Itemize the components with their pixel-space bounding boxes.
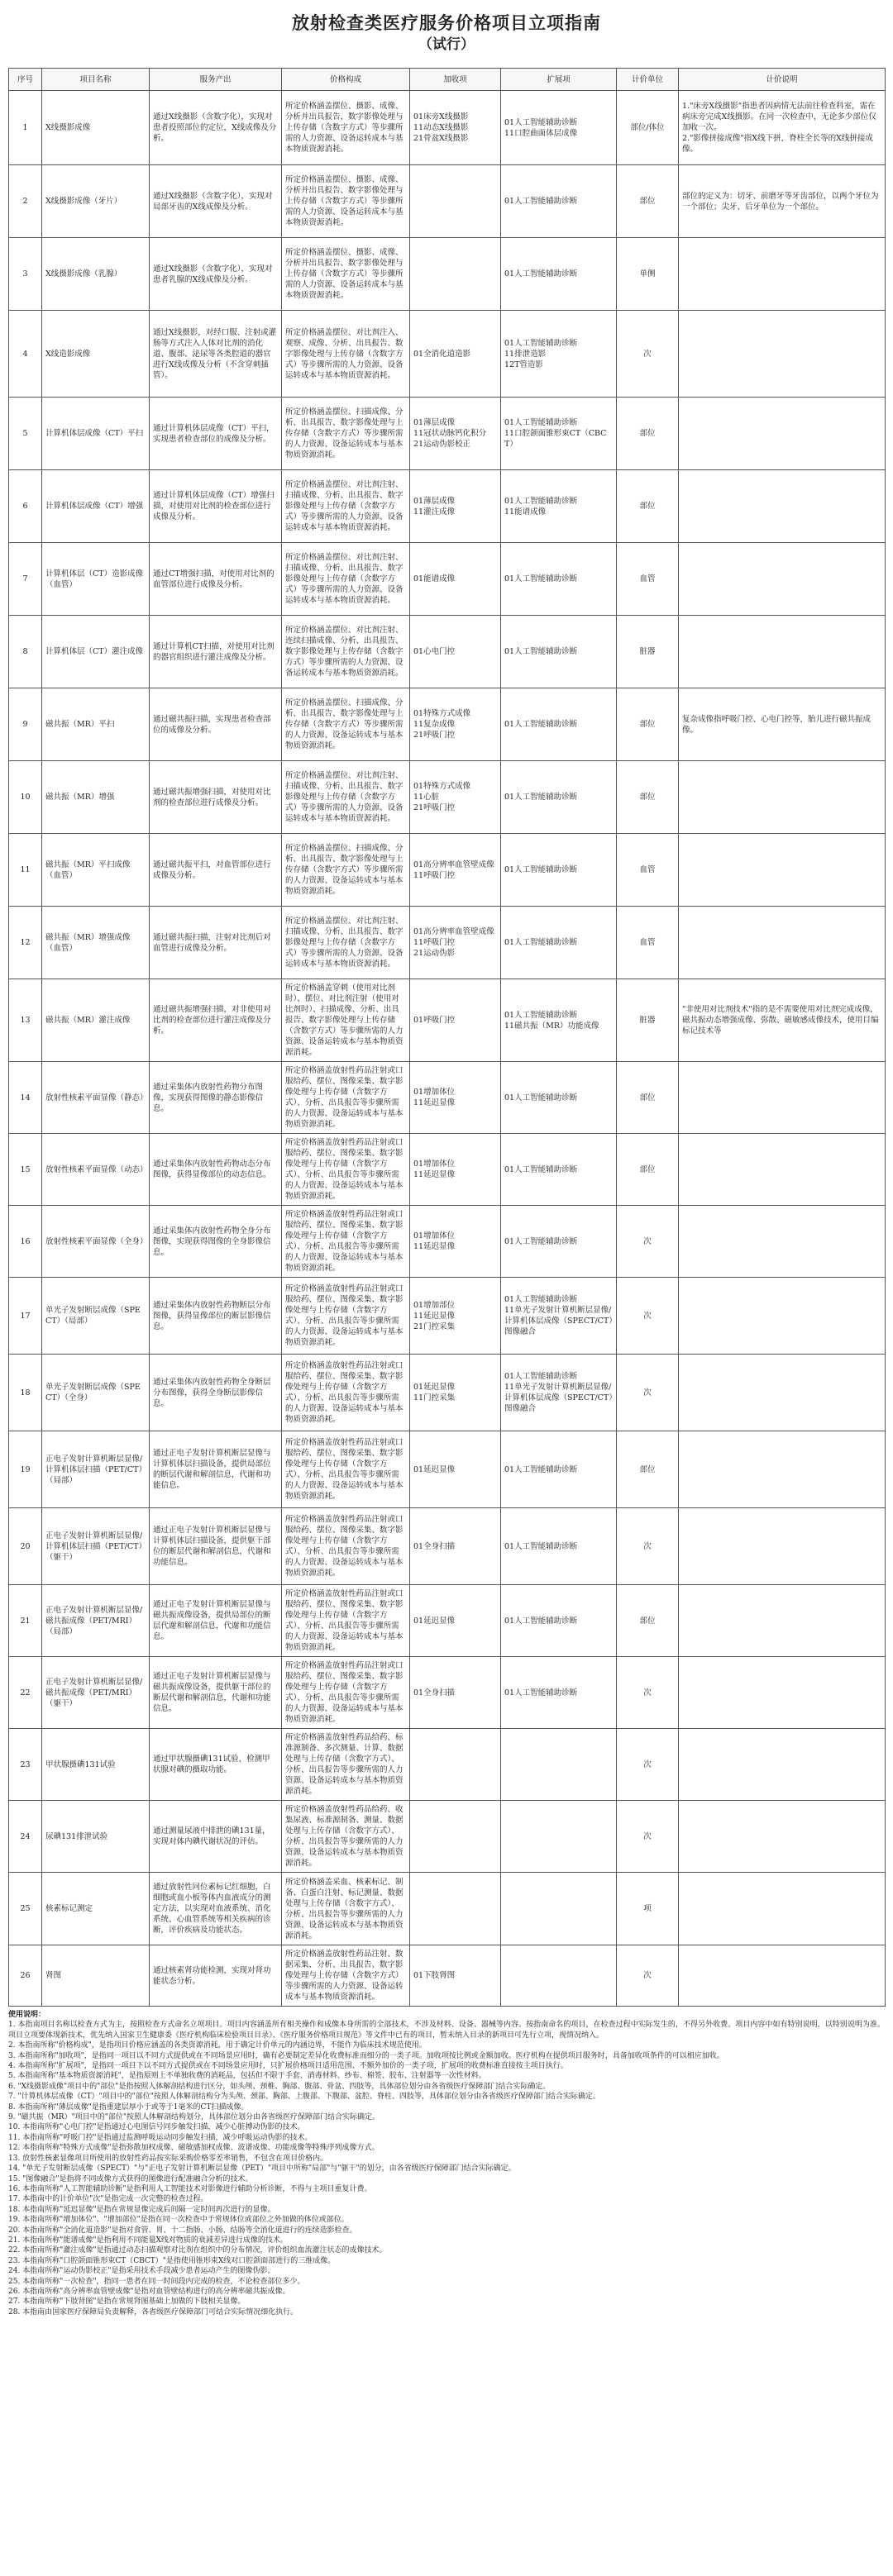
table-row (9, 165, 886, 238)
addon-items: 01高分辨率血管壁成像 11呼吸门控 21运动伪影 (410, 907, 501, 979)
row-number: 6 (9, 470, 42, 543)
row-number: 19 (9, 1431, 42, 1508)
addon-items: 01心电门控 (410, 616, 501, 688)
table-row (9, 1508, 886, 1585)
note-item: 21. 本指南所称"能谱成像"是指利用不同能量X线对物质的衰减差异进行成像的技术。 (8, 2236, 288, 2245)
table-row (9, 311, 886, 398)
table-row (9, 1062, 886, 1134)
note-item: 8. 本指南所称"薄层成像"是指重建层厚小于或等于1毫米的CT扫描成像。 (8, 2102, 249, 2112)
table-header-row (9, 69, 886, 91)
column-header: 价格构成 (282, 69, 410, 91)
note-item: 20. 本指南所称"全消化道造影"是指对食管、胃、十二指肠、小肠、结肠等全消化道进行的连续造影检查。 (8, 2226, 357, 2235)
item-name: 计算机体层成像（CT）平扫 (42, 398, 150, 470)
service-output: 通过磁共振增强扫描，对非使用对比剂的检查部位进行灌注成像及分析。 (150, 979, 282, 1062)
extension-items (501, 1801, 617, 1873)
price-composition: 所定价格涵盖摆位、对比剂注射、扫描成像、分析、出具报告、数字影像处理与上传存储（含数字方式）等步骤所需的人力资源、设备运转成本与基本物质资源消耗。 (282, 907, 410, 979)
pricing-note (679, 1062, 886, 1134)
price-composition: 所定价格涵盖放射性药品注射或口服给药、摆位、图像采集、数字影像处理与上传存储（含数字方式）、分析、出具报告等步骤所需的人力资源、设备运转成本与基本物质资源消耗。 (282, 1206, 410, 1278)
table-body (9, 91, 886, 2007)
extension-items (501, 1945, 617, 2007)
pricing-unit: 次 (617, 1657, 679, 1729)
column-header: 服务产出 (150, 69, 282, 91)
pricing-note (679, 311, 886, 398)
item-name: 甲状腺摄碘131试验 (42, 1729, 150, 1801)
pricing-unit: 脏器 (617, 979, 679, 1062)
pricing-note: 复杂成像指呼吸门控、心电门控等，胎儿进行磁共振成像。 (679, 688, 886, 761)
row-number: 9 (9, 688, 42, 761)
service-output: 通过甲状腺摄碘131试验，检测甲状腺对碘的摄取功能。 (150, 1729, 282, 1801)
item-name: X线摄影成像 (42, 91, 150, 165)
price-composition: 所定价格涵盖放射性药品注射或口服给药、摆位、图像采集、数字影像处理与上传存储（含数字方式）、分析、出具报告等步骤所需的人力资源、设备运转成本与基本物质资源消耗。 (282, 1278, 410, 1355)
pricing-note (679, 1355, 886, 1431)
table-row (9, 398, 886, 470)
price-composition: 所定价格涵盖摆位、对比剂注射、扫描成像、分析、出具报告、数字影像处理与上传存储（含数字方式）等步骤所需的人力资源、设备运转成本与基本物质资源消耗。 (282, 761, 410, 834)
extension-items: 01人工智能辅助诊断 (501, 761, 617, 834)
row-number: 4 (9, 311, 42, 398)
service-output: 通过采集体内放射性药物分布图像，实现获得图像的静态影像信息。 (150, 1062, 282, 1134)
extension-items: 01人工智能辅助诊断 (501, 238, 617, 311)
row-number: 25 (9, 1873, 42, 1945)
extension-items (501, 1873, 617, 1945)
table-row (9, 1431, 886, 1508)
pricing-note: 1."床旁X线摄影"指患者因病情无法前往检查科室，需在病床旁完成X线摄影。在同一次检查中，无论多少部位仅加收一次。 2."影像拼接成像"指X线下拼，脊柱全长等的X线拼接成像。 (679, 91, 886, 165)
item-name: 核素标记测定 (42, 1873, 150, 1945)
price-composition: 所定价格涵盖放射性药品注射或口服给药、摆位、图像采集、数字影像处理与上传存储（含数字方式）、分析、出具报告等步骤所需的人力资源、设备运转成本与基本物质资源消耗。 (282, 1134, 410, 1206)
row-number: 12 (9, 907, 42, 979)
note-item: 13. 放射性核素显像项目所使用的放射性药品按实际采购价格零差率销售，不包含在项目价格内。 (8, 2154, 328, 2163)
extension-items: 01人工智能辅助诊断 (501, 1431, 617, 1508)
row-number: 23 (9, 1729, 42, 1801)
pricing-unit: 次 (617, 1508, 679, 1585)
pricing-unit: 部位 (617, 1431, 679, 1508)
note-item: 9. "磁共振（MR）"项目中的"部位"按照人体解剖结构划分，具体部位划分由各省级医疗保障部门结合实际确定。 (8, 2113, 380, 2122)
note-item: 5. 本指南所称"基本物质资源消耗"，是指原则上不单独收费的消耗品，包括但不限于手套、消毒材料、纱布、棉签、胶布、注射器等一次性材料。 (8, 2072, 486, 2081)
addon-items: 01呼吸门控 (410, 979, 501, 1062)
pricing-unit: 单侧 (617, 238, 679, 311)
extension-items: 01人工智能辅助诊断 (501, 1134, 617, 1206)
document-subtitle: （试行） (418, 36, 475, 53)
price-composition: 所定价格涵盖放射性药品注射或口服给药、摆位、图像采集、数字影像处理与上传存储（含数字方式）、分析、出具报告等步骤所需的人力资源、设备运转成本与基本物质资源消耗。 (282, 1585, 410, 1657)
item-name: 磁共振（MR）平扫成像（血管） (42, 834, 150, 907)
table-row (9, 1355, 886, 1431)
addon-items: 01增加体位 11延迟显像 (410, 1134, 501, 1206)
pricing-note (679, 543, 886, 616)
service-output: 通过计算机CT扫描，对使用对比剂的器官组织进行灌注成像及分析。 (150, 616, 282, 688)
addon-items: 01特殊方式成像 11复杂成像 21呼吸门控 (410, 688, 501, 761)
item-name: 肾图 (42, 1945, 150, 2007)
addon-items: 01高分辨率血管壁成像 11呼吸门控 (410, 834, 501, 907)
service-output: 通过采集体内放射性药物断层分布图像，获得显像部位的断层影像信息。 (150, 1278, 282, 1355)
item-name: 计算机体层成像（CT）增强 (42, 470, 150, 543)
price-composition: 所定价格涵盖放射性药品给药、收集尿液、标准源制备、测量、数据处理与上传存储（含数字方式）、分析、出具报告等步骤所需的人力资源、设备运转成本与基本物质资源消耗。 (282, 1801, 410, 1873)
addon-items (410, 238, 501, 311)
price-composition: 所定价格涵盖摆位、摄影、成像、分析并出具报告、数字影像处理与上传存储（含数字方式）等步骤所需的人力资源、设备运转成本与基本物质资源消耗。 (282, 238, 410, 311)
pricing-note (679, 761, 886, 834)
service-output: 通过磁共振扫描，实现患者检查部位的成像及分析。 (150, 688, 282, 761)
pricing-unit: 次 (617, 311, 679, 398)
table-row (9, 1873, 886, 1945)
price-composition: 所定价格涵盖摆位、扫描成像、分析、出具报告、数字影像处理与上传存储（含数字方式）等步骤所需的人力资源、设备运转成本与基本物质资源消耗。 (282, 688, 410, 761)
pricing-note (679, 616, 886, 688)
price-composition: 所定价格涵盖放射性药品注射或口服给药、摆位、图像采集、数字影像处理与上传存储（含数字方式）、分析、出具报告等步骤所需的人力资源、设备运转成本与基本物质资源消耗。 (282, 1508, 410, 1585)
addon-items: 01全消化道造影 (410, 311, 501, 398)
service-output: 通过采集体内放射性药物全身分布图像，实现获得图像的全身影像信息。 (150, 1206, 282, 1278)
pricing-note (679, 238, 886, 311)
table-row (9, 1801, 886, 1873)
pricing-note (679, 398, 886, 470)
pricing-note: "非使用对比剂技术"指的是不需要使用对比剂完成成像，磁共振动态增强成像、弥散、磁敏感成像技术，使用目编标记技术等 (679, 979, 886, 1062)
price-composition: 所定价格涵盖摆位、摄影、成像、分析并出具报告、数字影像处理与上传存储（含数字方式）等步骤所需的人力资源、设备运转成本与基本物质资源消耗。 (282, 165, 410, 238)
note-item: 3. 本指南所称"加收项"，是指同一项目以不同方式提供或在不同场景应用时，确有必要制定差异化收费标准而细分的一类子项。加收项按比例或金额加收。医疗机构在提供项目服务时，具备加收项条件的可以相应加收。 (8, 2051, 724, 2060)
pricing-note (679, 1873, 886, 1945)
note-item: 18. 本指南所称"延迟显像"是指在常规显像完成后间隔一定时间再次进行的显像。 (8, 2205, 275, 2214)
note-item: 7. "计算机体层成像（CT）"项目中的"部位"按照人体解剖结构分为头颅、颈部、胸部、上腹部、下腹部、盆腔、脊柱、四肢等，具体部位划分由各省级医疗保障部门结合实际确定。 (8, 2093, 600, 2102)
item-name: 单光子发射断层成像（SPECT）（全身） (42, 1355, 150, 1431)
addon-items (410, 1729, 501, 1801)
row-number: 22 (9, 1657, 42, 1729)
pricing-note (679, 1508, 886, 1585)
pricing-unit: 次 (617, 1945, 679, 2007)
addon-items: 01全身扫描 (410, 1508, 501, 1585)
price-composition: 所定价格涵盖摆位、扫描成像、分析、出具报告、数字影像处理与上传存储（含数字方式）等步骤所需的人力资源、设备运转成本与基本物质资源消耗。 (282, 398, 410, 470)
price-composition: 所定价格涵盖放射性药品注射或口服给药、摆位、图像采集、数字影像处理与上传存储（含数字方式）、分析、出具报告等步骤所需的人力资源、设备运转成本与基本物质资源消耗。 (282, 1657, 410, 1729)
row-number: 20 (9, 1508, 42, 1585)
row-number: 5 (9, 398, 42, 470)
extension-items: 01人工智能辅助诊断 11单光子发射计算机断层显像/计算机体层成像（SPECT/CT）图像融合 (501, 1278, 617, 1355)
note-item: 11. 本指南所称"呼吸门控"是指通过监测呼吸运动同步触发扫描，减少呼吸运动伪影的技术。 (8, 2133, 313, 2142)
price-composition: 所定价格涵盖摆位、对比剂注射、扫描成像、分析、出具报告、数字影像处理与上传存储（含数字方式）等步骤所需的人力资源、设备运转成本与基本物质资源消耗。 (282, 470, 410, 543)
item-name: 放射性核素平面显像（动态） (42, 1134, 150, 1206)
table-row (9, 907, 886, 979)
addon-items (410, 165, 501, 238)
addon-items: 01增加部位 11延迟显像 21门控采集 (410, 1278, 501, 1355)
table-row (9, 1134, 886, 1206)
note-item: 12. 本指南所称"特殊方式成像"是指弥散加权成像、磁敏感加权成像、波谱成像、功能成像等特殊序列成像方式。 (8, 2144, 380, 2153)
item-name: 磁共振（MR）增强 (42, 761, 150, 834)
service-output: 通过正电子发射计算机断层显像与计算机体层扫描设备，提供躯干部位的断层代谢和解剖信息，代谢和功能信息。 (150, 1508, 282, 1585)
item-name: 磁共振（MR）增强成像（血管） (42, 907, 150, 979)
pricing-note (679, 1431, 886, 1508)
price-composition: 所定价格涵盖摆位、对比剂注射、连续扫描成像、分析、出具报告、数字影像处理与上传存储（含数字方式）等步骤所需的人力资源、设备运转成本与基本物质资源消耗。 (282, 616, 410, 688)
pricing-unit: 次 (617, 1355, 679, 1431)
pricing-unit: 血管 (617, 834, 679, 907)
pricing-note (679, 1729, 886, 1801)
note-item: 24. 本指南所称"运动伪影校正"是指采用技术手段减少患者运动产生的图像伪影。 (8, 2267, 275, 2276)
pricing-unit: 次 (617, 1206, 679, 1278)
table-row (9, 761, 886, 834)
item-name: X线摄影成像（牙片） (42, 165, 150, 238)
item-name: 单光子发射断层成像（SPECT）（局部） (42, 1278, 150, 1355)
note-item: 19. 本指南所称"增加体位"、"增加部位"是指在同一次检查中于常规体位或部位之外加做的体位或部位。 (8, 2216, 349, 2225)
item-name: 磁共振（MR）灌注成像 (42, 979, 150, 1062)
pricing-note (679, 470, 886, 543)
service-output: 通过X线摄影（含数字化），实现对患者乳腺的X线成像及分析。 (150, 238, 282, 311)
price-composition: 所定价格涵盖穿刺（使用对比剂时）、摆位、对比剂注射（使用对比剂时）、扫描成像、分析、出具报告、数字影像处理与上传存储（含数字方式）等步骤所需的人力资源、设备运转成本与基本物质资源消耗。 (282, 979, 410, 1062)
row-number: 21 (9, 1585, 42, 1657)
pricing-unit: 部位 (617, 688, 679, 761)
pricing-unit: 部位 (617, 1062, 679, 1134)
extension-items: 01人工智能辅助诊断 (501, 907, 617, 979)
extension-items: 01人工智能辅助诊断 (501, 1508, 617, 1585)
row-number: 2 (9, 165, 42, 238)
addon-items (410, 1873, 501, 1945)
extension-items: 01人工智能辅助诊断 11口腔曲面体层成像 (501, 91, 617, 165)
service-output: 通过放射性同位素标记红细胞，白细胞或血小板等体内血液成分的测定方法，以实现对血液系统、消化系统、心血管系统等相关疾病的诊断，评价疾病及功能状态。 (150, 1873, 282, 1945)
pricing-unit: 部位 (617, 1585, 679, 1657)
note-item: 1. 本指南项目名称以检查方式为主，按照检查方式命名立项项目。项目内容涵盖所有相关操作和成像本身所需的全部技术，不涉及材料、设备、器械等内容。按指南命名的项目，在检查过程中实际发生的，不得另外收费。项目内容中如有特别说明，以特别说明为准。项目立项要体现新技术，优先纳入国家卫生健康委《医疗机构临床检验项目目录》、《医疗服务价格项目规范》等文件中已有的项目，暂未纳入目录的新项目可先行立项，视情况纳入。 (8, 2021, 885, 2040)
item-name: X线摄影成像（乳腺） (42, 238, 150, 311)
note-item: 26. 本指南所称"高分辨率血管壁成像"是指对血管壁结构进行的高分辨率磁共振成像。 (8, 2287, 290, 2296)
addon-items: 01增加体位 11延迟显像 (410, 1062, 501, 1134)
price-composition: 所定价格涵盖采血、核素标记、制备、白蛋白注射、标记测量、数据处理与上传存储（含数字方式）、分析、出具报告等步骤所需的人力资源、设备运转成本与基本物质资源消耗。 (282, 1873, 410, 1945)
pricing-unit: 脏器 (617, 616, 679, 688)
extension-items: 01人工智能辅助诊断 11磁共振（MR）功能成像 (501, 979, 617, 1062)
note-item: 23. 本指南所称"口腔颌面锥形束CT（CBCT）"是指使用锥形束X线对口腔颌面部进行的三维成像。 (8, 2256, 336, 2265)
price-composition: 所定价格涵盖放射性药品给药、标准源制备、多次测量、计算、数据处理与上传存储（含数字方式）、分析、出具报告等步骤所需的人力资源、设备运转成本与基本物质资源消耗。 (282, 1729, 410, 1801)
extension-items: 01人工智能辅助诊断 11口腔颌面锥形束CT（CBCT） (501, 398, 617, 470)
price-composition: 所定价格涵盖摆位、扫描成像、分析、出具报告、数字影像处理与上传存储（含数字方式）等步骤所需的人力资源、设备运转成本与基本物质资源消耗。 (282, 834, 410, 907)
addon-items: 01下肢肾图 (410, 1945, 501, 2007)
table-row (9, 1206, 886, 1278)
extension-items: 01人工智能辅助诊断 11单光子发射计算机断层显像/计算机体层成像（SPECT/CT）图像融合 (501, 1355, 617, 1431)
price-composition: 所定价格涵盖放射性药品注射或口服给药、摆位、图像采集、数字影像处理与上传存储（含数字方式）、分析、出具报告等步骤所需的人力资源、设备运转成本与基本物质资源消耗。 (282, 1431, 410, 1508)
table-row (9, 1657, 886, 1729)
table-row (9, 616, 886, 688)
column-header: 项目名称 (42, 69, 150, 91)
item-name: 正电子发射计算机断层显像/磁共振成像（PET/MRI）（躯干） (42, 1657, 150, 1729)
service-output: 通过采集体内放射性药物动态分布图像，获得显像部位的动态信息。 (150, 1134, 282, 1206)
service-output: 通过X线摄影（含数字化），实现对患者投照部位的定位，X线成像及分析。 (150, 91, 282, 165)
note-item: 15. "图像融合"是指将不同成像方式获得的图像进行配准融合分析的技术。 (8, 2174, 253, 2183)
note-item: 6. "X线摄影成像"项目中的"部位"是指按照人体解剖结构进行区分，如头颅、颈椎、胸部、腹部、骨盆、四肢等，具体部位划分由各省级医疗保障部门结合实际确定。 (8, 2082, 551, 2091)
price-composition: 所定价格涵盖放射性药品注射、数据采集、分析、出具报告、数字影像处理与上传存储（含数字方式）等步骤所需的人力资源、设备运转成本与基本物质资源消耗。 (282, 1945, 410, 2007)
document-title: 放射检查类医疗服务价格项目立项指南 (292, 12, 601, 33)
pricing-unit: 部位 (617, 1134, 679, 1206)
service-output: 通过计算机体层成像（CT）平扫，实现患者检查部位的成像及分析。 (150, 398, 282, 470)
note-item: 17. 本指南中的计价单位"次"是指完成一次完整的检查过程。 (8, 2195, 208, 2204)
item-name: 放射性核素平面显像（全身） (42, 1206, 150, 1278)
pricing-unit: 次 (617, 1278, 679, 1355)
table-row (9, 91, 886, 165)
extension-items: 01人工智能辅助诊断 (501, 1657, 617, 1729)
row-number: 1 (9, 91, 42, 165)
extension-items: 01人工智能辅助诊断 (501, 165, 617, 238)
service-output: 通过X线摄影（含数字化），实现对局部牙齿的X线成像及分析。 (150, 165, 282, 238)
price-composition: 所定价格涵盖放射性药品注射或口服给药、摆位、图像采集、数字影像处理与上传存储（含数字方式）、分析、出具报告等步骤所需的人力资源、设备运转成本与基本物质资源消耗。 (282, 1355, 410, 1431)
service-output: 通过磁共振增强扫描，对使用对比剂的检查部位进行成像及分析。 (150, 761, 282, 834)
service-output: 通过X线摄影，对经口服、注射或灌肠等方式注入人体对比剂的消化道、腹部、泌尿等各类腔道的器官进行X线成像及分析（不含穿刺插管）。 (150, 311, 282, 398)
table-row (9, 834, 886, 907)
pricing-note (679, 834, 886, 907)
addon-items: 01全身扫描 (410, 1657, 501, 1729)
pricing-unit: 部位 (617, 761, 679, 834)
pricing-unit: 次 (617, 1801, 679, 1873)
note-item: 2. 本指南所称"价格构成"，是指项目价格应涵盖的各类资源消耗，用于确定计价单元的内涵边界，不能作为临床技术规范使用。 (8, 2041, 427, 2050)
row-number: 13 (9, 979, 42, 1062)
column-header: 计价说明 (679, 69, 886, 91)
column-header: 计价单位 (617, 69, 679, 91)
usage-notes (8, 2010, 885, 2317)
price-composition: 所定价格涵盖摆位、摄影、成像、分析并出具报告、数字影像处理与上传存储（含数字方式）等步骤所需的人力资源、设备运转成本与基本物质资源消耗。 (282, 91, 410, 165)
row-number: 8 (9, 616, 42, 688)
extension-items: 01人工智能辅助诊断 (501, 834, 617, 907)
item-name: 放射性核素平面显像（静态） (42, 1062, 150, 1134)
addon-items: 01延迟显像 (410, 1585, 501, 1657)
note-item: 14. "单光子发射断层成像（SPECT）"与"正电子发射计算机断层显像（PET）"项目中所称"局部"与"躯干"的划分，由各省级医疗保障部门结合实际确定。 (8, 2164, 516, 2174)
extension-items: 01人工智能辅助诊断 (501, 1206, 617, 1278)
note-item: 22. 本指南所称"灌注成像"是指通过动态扫描观察对比剂在组织中的分布情况，评价组织血流灌注状态的成像技术。 (8, 2246, 387, 2255)
service-output: 通过核素肾功能检测，实现对肾功能状态分析。 (150, 1945, 282, 2007)
pricing-unit: 部位 (617, 470, 679, 543)
item-name: 磁共振（MR）平扫 (42, 688, 150, 761)
pricing-unit: 项 (617, 1873, 679, 1945)
note-item: 25. 本指南所称"一次检查"，指同一患者在同一时间段内完成的检查，不论检查部位多少。 (8, 2277, 305, 2286)
column-header: 扩展项 (501, 69, 617, 91)
pricing-unit: 部位 (617, 398, 679, 470)
service-output: 通过正电子发射计算机断层显像与磁共振成像设备，提供局部位的断层代谢和解剖信息，代谢和功能信息。 (150, 1585, 282, 1657)
pricing-unit: 部位 (617, 165, 679, 238)
notes-list (8, 2020, 885, 2317)
item-name: 计算机体层（CT）灌注成像 (42, 616, 150, 688)
pricing-note (679, 1278, 886, 1355)
addon-items: 01增加体位 11延迟显像 (410, 1206, 501, 1278)
addon-items (410, 1801, 501, 1873)
row-number: 24 (9, 1801, 42, 1873)
addon-items: 01床旁X线摄影 11动态X线摄影 21骨盆X线摄影 (410, 91, 501, 165)
pricing-unit: 次 (617, 1729, 679, 1801)
table-row (9, 1278, 886, 1355)
item-name: 正电子发射计算机断层显像/计算机体层扫描（PET/CT）（躯干） (42, 1508, 150, 1585)
extension-items: 01人工智能辅助诊断 (501, 543, 617, 616)
price-composition: 所定价格涵盖摆位、对比剂注入、观察、成像、分析、出具报告、数字影像处理与上传存储（含数字方式）等步骤所需的人力资源、设备运转成本与基本物质资源消耗。 (282, 311, 410, 398)
table-row (9, 470, 886, 543)
pricing-unit: 血管 (617, 543, 679, 616)
table-row (9, 979, 886, 1062)
item-name: 尿碘131排泄试验 (42, 1801, 150, 1873)
service-output: 通过磁共振扫描，注射对比剂后对血管进行成像及分析。 (150, 907, 282, 979)
addon-items: 01延迟显像 (410, 1431, 501, 1508)
price-composition: 所定价格涵盖摆位、对比剂注射、扫描成像、分析、出具报告、数字影像处理与上传存储（含数字方式）等步骤所需的人力资源、设备运转成本与基本物质资源消耗。 (282, 543, 410, 616)
pricing-note (679, 1206, 886, 1278)
note-item: 27. 本指南所称"下肢肾图"是指在常规肾图基础上加做的下肢相关显像。 (8, 2297, 246, 2307)
table-row (9, 1585, 886, 1657)
item-name: X线造影成像 (42, 311, 150, 398)
row-number: 7 (9, 543, 42, 616)
service-output: 通过采集体内放射性药物全身断层分布图像，获得全身断层影像信息。 (150, 1355, 282, 1431)
addon-items: 01延迟显像 11门控采集 (410, 1355, 501, 1431)
item-name: 计算机体层（CT）造影成像（血管） (42, 543, 150, 616)
note-item: 4. 本指南所称"扩展项"，是指同一项目下以不同方式提供或在不同场景应用时，只扩展价格项目适用范围、不额外加价的一类子项，扩展项的收费标准直接按主项目执行。 (8, 2062, 568, 2071)
pricing-note (679, 907, 886, 979)
pricing-note (679, 1657, 886, 1729)
item-name: 正电子发射计算机断层显像/计算机体层扫描（PET/CT）（局部） (42, 1431, 150, 1508)
extension-items: 01人工智能辅助诊断 (501, 1585, 617, 1657)
table-row (9, 238, 886, 311)
pricing-note (679, 1801, 886, 1873)
row-number: 26 (9, 1945, 42, 2007)
row-number: 11 (9, 834, 42, 907)
row-number: 3 (9, 238, 42, 311)
extension-items (501, 1729, 617, 1801)
note-item: 28. 本指南由国家医疗保障局负责解释，各省级医疗保障部门可结合实际情况细化执行。 (8, 2307, 298, 2316)
notes-title: 使用说明： (8, 2011, 46, 2019)
extension-items: 01人工智能辅助诊断 11排泄造影 12T管造影 (501, 311, 617, 398)
pricing-unit: 血管 (617, 907, 679, 979)
price-guide-table (8, 68, 886, 2007)
row-number: 18 (9, 1355, 42, 1431)
pricing-note (679, 1134, 886, 1206)
row-number: 17 (9, 1278, 42, 1355)
price-composition: 所定价格涵盖放射性药品注射或口服给药、摆位、图像采集、数字影像处理与上传存储（含数字方式）、分析、出具报告等步骤所需的人力资源、设备运转成本与基本物质资源消耗。 (282, 1062, 410, 1134)
service-output: 通过正电子发射计算机断层显像与计算机体层扫描设备，提供局部位的断层代谢和解剖信息，代谢和功能信息。 (150, 1431, 282, 1508)
service-output: 通过计算机体层成像（CT）增强扫描，对使用对比剂的检查部位进行成像及分析。 (150, 470, 282, 543)
pricing-note (679, 1585, 886, 1657)
column-header: 加收项 (410, 69, 501, 91)
extension-items: 01人工智能辅助诊断 11能谱成像 (501, 470, 617, 543)
row-number: 10 (9, 761, 42, 834)
pricing-note (679, 1945, 886, 2007)
note-item: 16. 本指南所称"人工智能辅助诊断"是指利用人工智能技术对影像进行辅助分析诊断，不得与主项目重复计费。 (8, 2184, 372, 2193)
service-output: 通过CT增强扫描，对使用对比剂的血管部位进行成像及分析。 (150, 543, 282, 616)
note-item: 10. 本指南所称"心电门控"是指通过心电图信号同步触发扫描，减少心脏搏动伪影的技术。 (8, 2123, 305, 2132)
column-header: 序号 (9, 69, 42, 91)
item-name: 正电子发射计算机断层显像/磁共振成像（PET/MRI）（局部） (42, 1585, 150, 1657)
service-output: 通过磁共振平扫，对血管部位进行成像及分析。 (150, 834, 282, 907)
pricing-unit: 部位/体位 (617, 91, 679, 165)
addon-items: 01薄层成像 11冠状动脉钙化积分 21运动伪影校正 (410, 398, 501, 470)
table-row (9, 1945, 886, 2007)
table-row (9, 543, 886, 616)
row-number: 15 (9, 1134, 42, 1206)
row-number: 14 (9, 1062, 42, 1134)
pricing-note: 部位的定义为：切牙、前磨牙等牙齿部位，以两个牙位为一个部位；尖牙、后牙单位为一个部位。 (679, 165, 886, 238)
extension-items: 01人工智能辅助诊断 (501, 1062, 617, 1134)
service-output: 通过测量尿液中排泄的碘131量，实现对体内碘代谢状况的评估。 (150, 1801, 282, 1873)
row-number: 16 (9, 1206, 42, 1278)
extension-items: 01人工智能辅助诊断 (501, 616, 617, 688)
extension-items: 01人工智能辅助诊断 (501, 688, 617, 761)
table-row (9, 1729, 886, 1801)
addon-items: 01能谱成像 (410, 543, 501, 616)
service-output: 通过正电子发射计算机断层显像与磁共振成像设备，提供躯干部位的断层代谢和解剖信息，代谢和功能信息。 (150, 1657, 282, 1729)
addon-items: 01薄层成像 11灌注成像 (410, 470, 501, 543)
table-row (9, 688, 886, 761)
addon-items: 01特殊方式成像 11心脏 21呼吸门控 (410, 761, 501, 834)
